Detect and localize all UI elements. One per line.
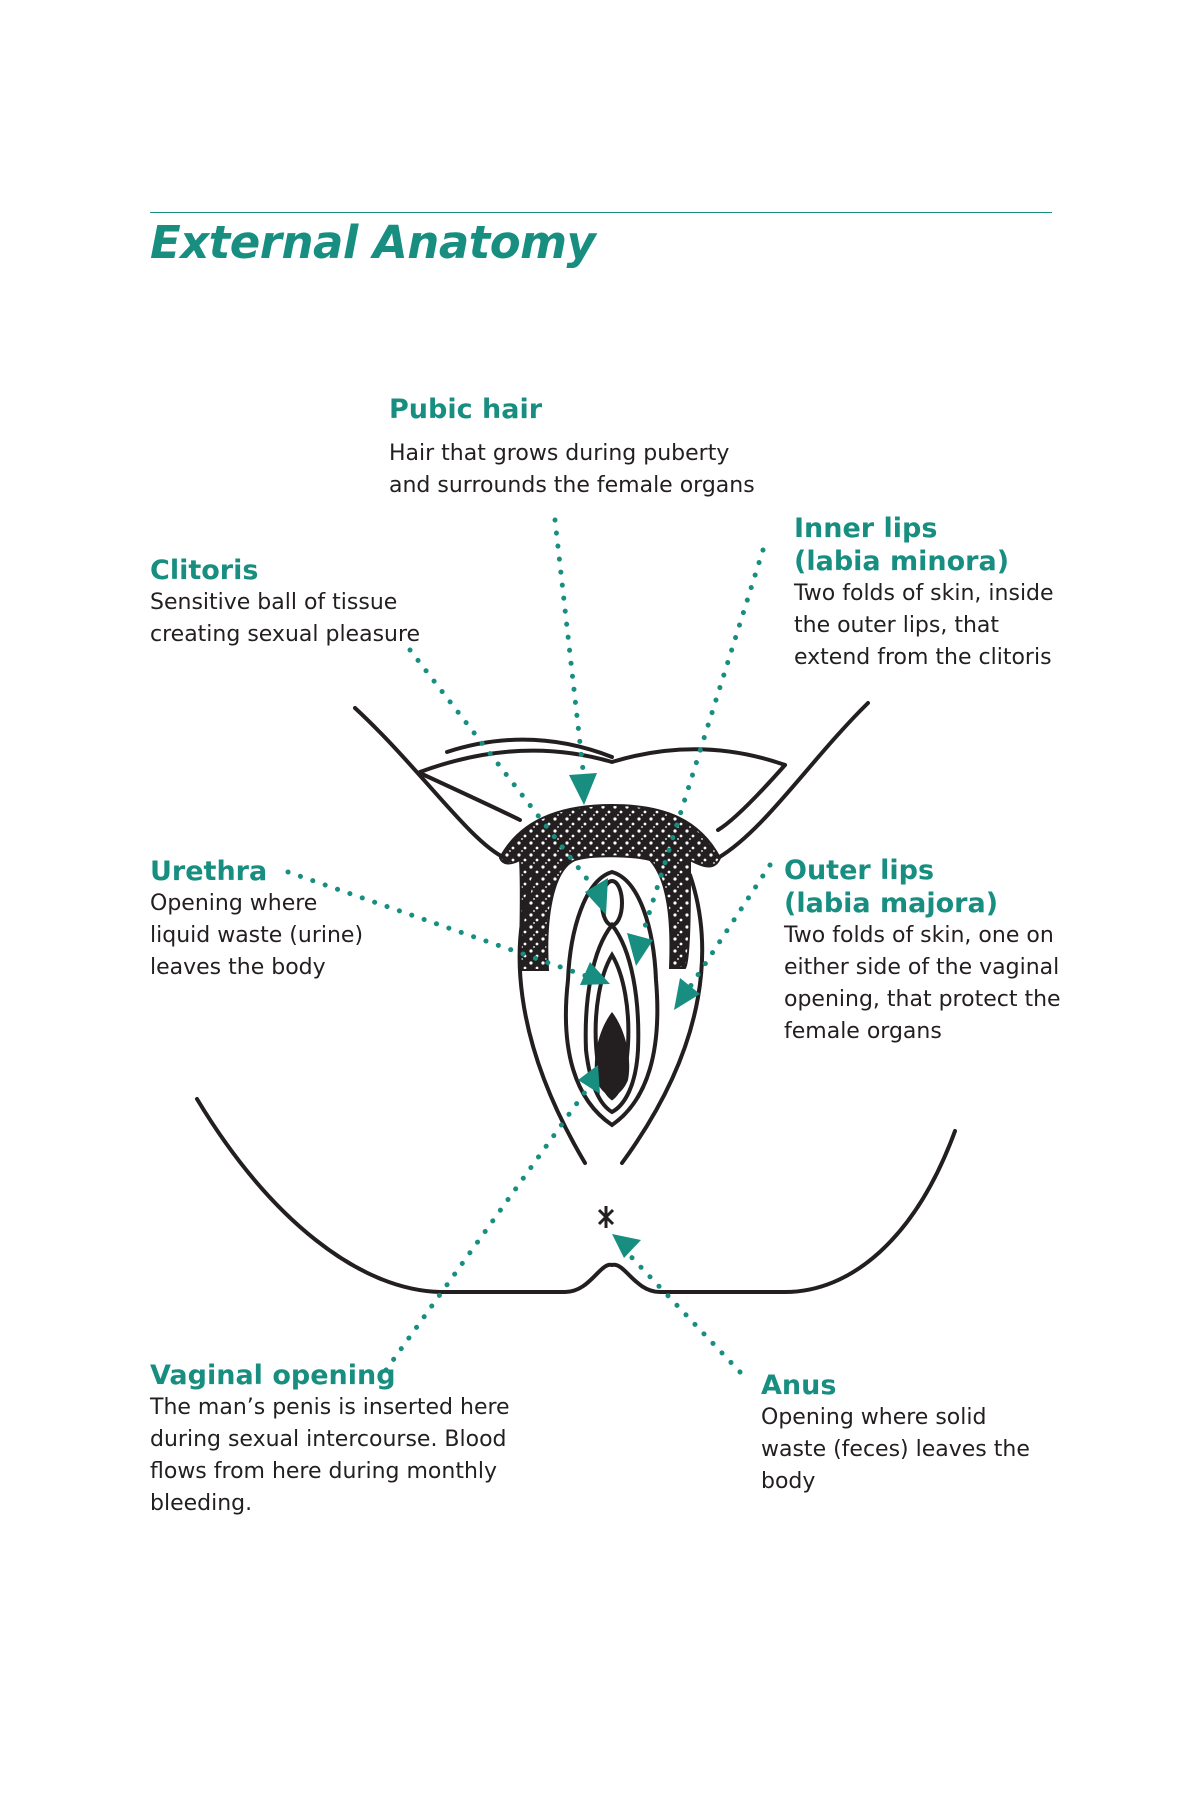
vaginal-opening-leader: [386, 1085, 590, 1370]
pubic-hair-desc-2: and surrounds the female organs: [389, 473, 755, 498]
anus-desc-1: Opening where solid: [761, 1405, 987, 1430]
clitoris-title: Clitoris: [150, 555, 259, 586]
urethra-title: Urethra: [150, 856, 268, 887]
inner-lips-label: [794, 512, 1094, 674]
outer-lips-label: [784, 854, 1094, 1048]
clitoris-label: [150, 554, 470, 651]
vaginal-opening-desc-1: The man’s penis is inserted here: [150, 1395, 510, 1420]
outer-lips-title-2: (labia majora): [784, 888, 999, 919]
inner-lips-title-1: Inner lips: [794, 513, 938, 544]
inner-lips-title-2: (labia minora): [794, 546, 1010, 577]
clitoris-desc-1: Sensitive ball of tissue: [150, 590, 398, 615]
pubic-hair-leader: [555, 520, 583, 770]
anus-desc-2: waste (feces) leaves the: [761, 1437, 1030, 1462]
anus-arrowhead: [612, 1234, 641, 1258]
page-title: External Anatomy: [150, 216, 596, 269]
vaginal-opening-label: [150, 1359, 570, 1520]
urethra-desc-1: Opening where: [150, 891, 318, 916]
urethra-label: [150, 855, 450, 984]
outer-lips-desc-2: either side of the vaginal: [784, 955, 1060, 980]
vaginal-opening-desc-2: during sexual intercourse. Blood: [150, 1427, 507, 1452]
urethra-desc-3: leaves the body: [150, 955, 326, 980]
inner-lips-desc-3: extend from the clitoris: [794, 645, 1052, 670]
clitoris-desc-2: creating sexual pleasure: [150, 622, 421, 647]
outer-lips-desc-3: opening, that protect the: [784, 987, 1061, 1012]
outer-lips-desc-1: Two folds of skin, one on: [784, 923, 1054, 948]
urethra-desc-2: liquid waste (urine): [150, 923, 364, 948]
pubic-hair-title: Pubic hair: [389, 394, 543, 425]
vaginal-opening-title: Vaginal opening: [150, 1360, 396, 1391]
anus-title: Anus: [761, 1370, 837, 1401]
vaginal-opening-shape: [595, 1012, 629, 1096]
anus-shape: [599, 1206, 613, 1228]
anus-desc-3: body: [761, 1469, 816, 1494]
inner-lips-desc-2: the outer lips, that: [794, 613, 1000, 638]
lower-outline: [197, 1099, 955, 1292]
outer-lips-title-1: Outer lips: [784, 855, 935, 886]
inner-lips-desc-1: Two folds of skin, inside: [794, 581, 1054, 606]
outer-lips-desc-4: female organs: [784, 1019, 942, 1044]
pubic-hair-shape: [500, 805, 720, 970]
pubic-hair-arrowhead: [569, 773, 597, 805]
pubic-hair-desc-1: Hair that grows during puberty: [389, 441, 730, 466]
anus-leader: [620, 1245, 740, 1372]
anus-label: [761, 1369, 1101, 1498]
pubic-hair-label: [389, 393, 789, 502]
vaginal-opening-desc-3: flows from here during monthly: [150, 1459, 498, 1484]
vaginal-opening-desc-4: bleeding.: [150, 1491, 253, 1516]
